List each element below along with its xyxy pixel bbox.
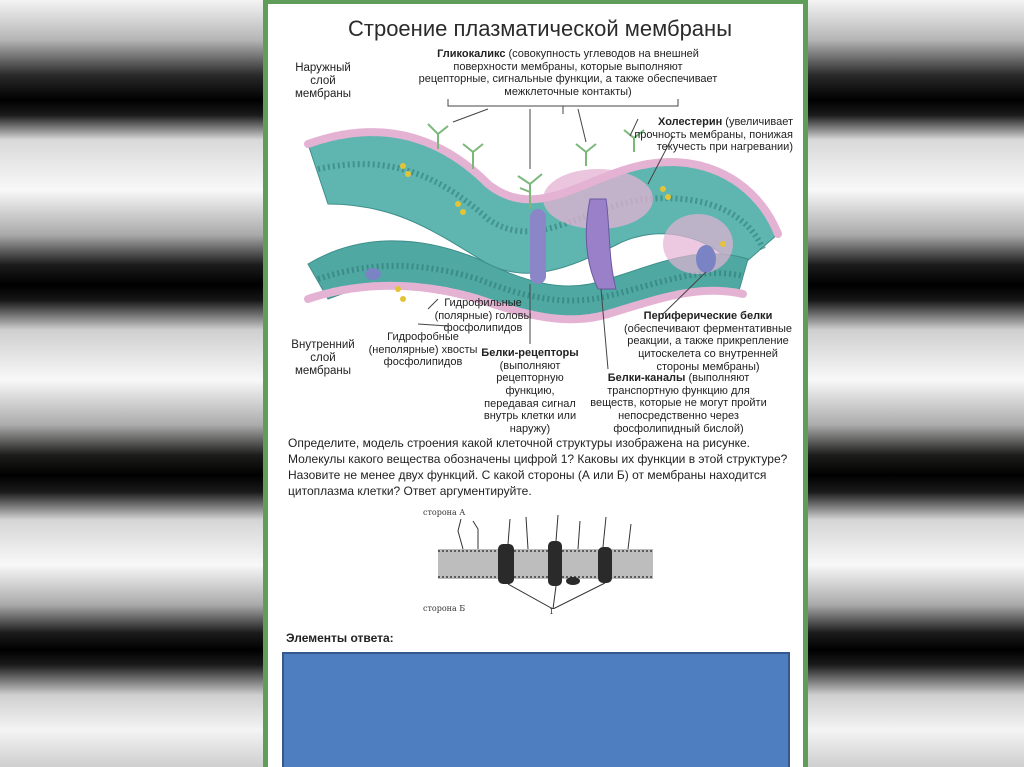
channels-label (586, 372, 771, 435)
side-b-label: сторона Б (423, 604, 466, 613)
channels-term: Белки-каналы (607, 372, 686, 384)
glycocalyx-term: Гликокаликс (437, 48, 506, 60)
question-text: Определите, модель строения какой клеточной структуры изображена на рисунке. Молекулы какого вещества обозначены цифрой 1? Каковы их функции в этой структуре? Назовите не менее двух функций. С какой стороны (А или Б) от мембраны находится цитоплазма клетки? Ответ аргументируйте. (288, 436, 788, 498)
receptors-desc: (выполняют рецепторную функцию, передавая сигнал внутрь клетки или наружу) (483, 359, 577, 435)
answer-label: Элементы ответа: (286, 631, 394, 645)
channels-desc: (выполняют транспортную функцию для веществ, которые не могут пройти непосредственно через фосфолипидный бислой) (590, 372, 767, 435)
answer-box (282, 652, 790, 767)
cholesterol-desc: (увеличивает прочность мембраны, понижая текучесть при нагревании) (634, 116, 793, 154)
receptor-protein (530, 209, 546, 284)
page-title: Строение плазматической мембраны (348, 16, 733, 41)
peripheral-protein (696, 245, 716, 273)
cholesterol-label (618, 116, 793, 154)
cholesterol-term: Холестерин (658, 116, 723, 128)
side-a-label: сторона А (423, 508, 466, 517)
outer-layer-label: Наружный слой мембраны (294, 62, 352, 101)
receptors-label (480, 347, 580, 435)
hydrophilic-label: Гидрофильные (полярные) головы фосфолипидов (434, 297, 532, 335)
figure-number: 1 (549, 607, 555, 616)
peripheral-term: Периферические белки (643, 310, 773, 322)
receptors-term: Белки-рецепторы (481, 347, 579, 359)
glycocalyx-desc: (совокупность углеводов на внешней поверхности мембраны, которые выполняют рецепторные, сигнальные функции, а также обеспечивает межклеточные контакты) (418, 48, 718, 98)
membrane-figure (428, 509, 668, 609)
inner-layer-label: Внутренний слой мембраны (291, 339, 355, 378)
peripheral-label (618, 310, 798, 373)
slide (263, 0, 808, 767)
glycocalyx-label (418, 48, 718, 99)
peripheral-desc: (обеспечивают ферментативные реакции, а также прикрепление цитоскелета со внутренней стороны мембраны) (623, 322, 793, 373)
hydrophobic-label: Гидрофобные (неполярные) хвосты фосфолипидов (368, 331, 478, 369)
